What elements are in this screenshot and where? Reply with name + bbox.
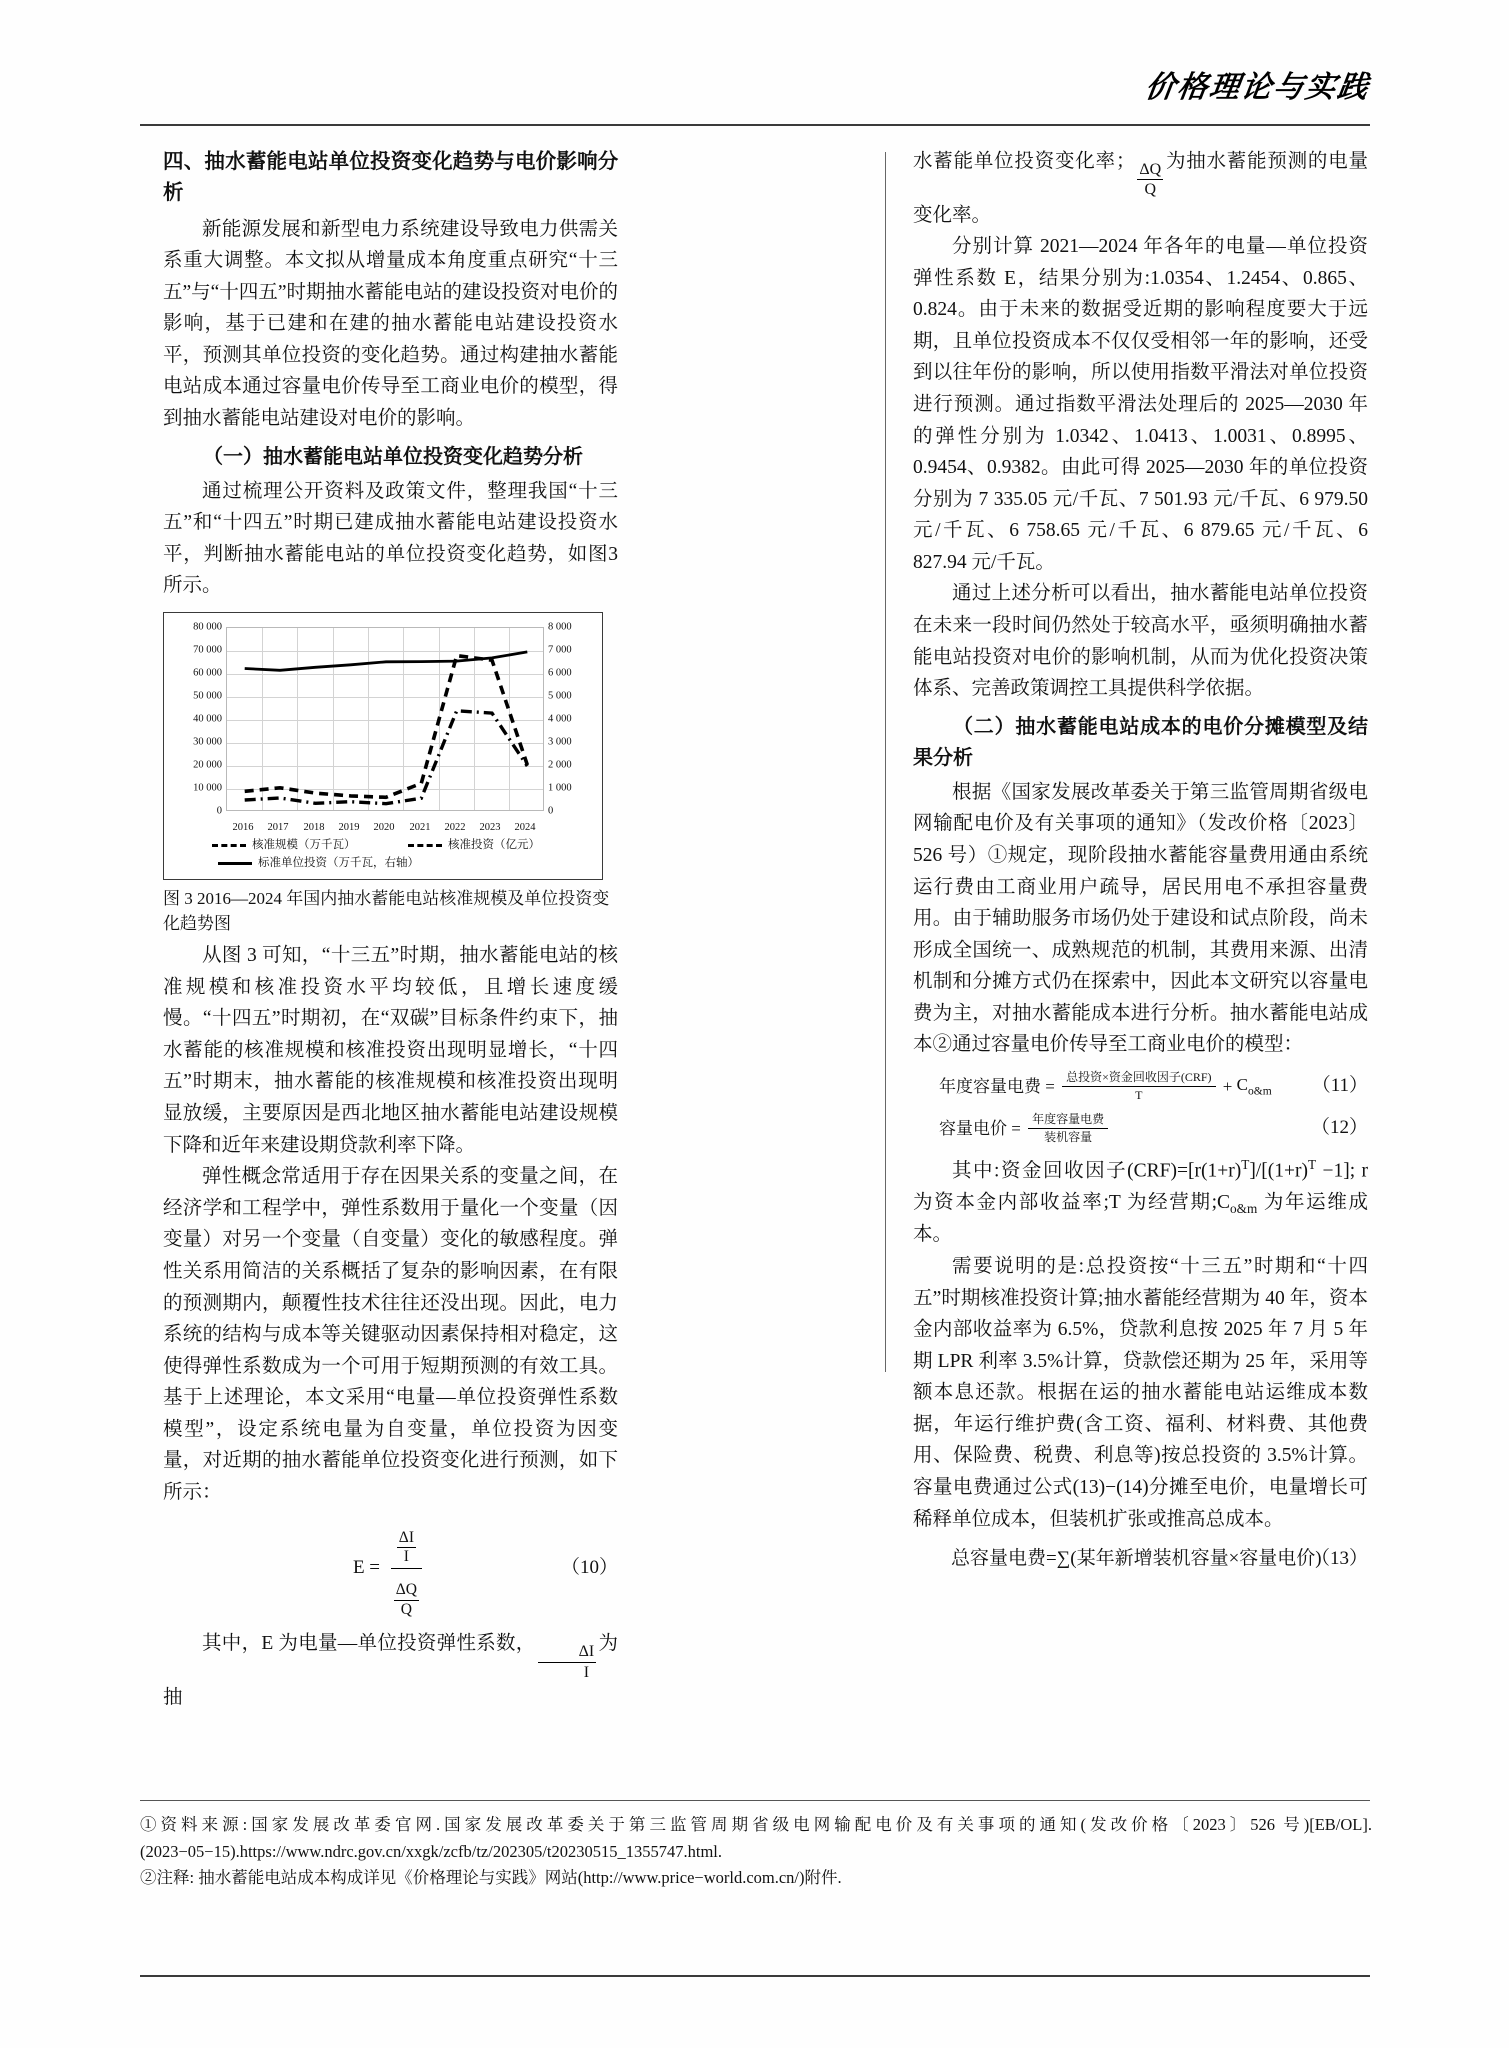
y-axis-left-tick: 80 000 bbox=[193, 621, 222, 633]
formula-13-number: （13） bbox=[1310, 1548, 1368, 1570]
series-approved-scale bbox=[245, 655, 528, 797]
x-axis-tick: 2017 bbox=[267, 821, 289, 833]
formula-12-label: 容量电价 bbox=[939, 1118, 1007, 1138]
formula-11-tail: $C_{o\&m}$ bbox=[1236, 1075, 1272, 1098]
y-axis-right-tick: 5 000 bbox=[548, 690, 572, 702]
dash-dot-line-icon bbox=[408, 844, 442, 847]
y-axis-right-tick: 4 000 bbox=[548, 713, 572, 725]
section-heading: 四、抽水蓄能电站单位投资变化趋势与电价影响分析 bbox=[163, 149, 618, 204]
y-axis-right-tick: 2 000 bbox=[548, 759, 572, 771]
sub-heading-1: （一）抽水蓄能电站单位投资变化趋势分析 bbox=[203, 443, 583, 468]
masthead bbox=[140, 62, 1370, 122]
sub-heading-2: （二）抽水蓄能电站成本的电价分摊模型及结果分析 bbox=[913, 713, 1368, 769]
right-paragraph-2: 分别计算 2021—2024 年各年的电量—单位投资弹性系数 E，结果分别为:1.0354、1.2454、0.865、0.824。由于未来的数据受近期的影响程度要大于远期，且单位投资成本不仅仅受相邻一年的影响，还受到以往年份的影响，所以使用指数平滑法对单位投资进行预测。通过指数平滑法处理后的 2025—2030 年的弹性分别为 1.0342、1.0413、1.0031、0.8995、0.9454、0.9382。由此可得 2025—2030 年的单位投资分别为 7 335.05 元/千瓦、7 501.93 元/千瓦、6 979.50 元/千瓦、6 758.65 元/千瓦、6 879.65 元/千瓦、6 827.94 元/千瓦。 bbox=[913, 236, 1368, 573]
formula-11-denominator: T bbox=[1135, 1087, 1143, 1102]
footnote-1: ①资料来源:国家发展改革委官网.国家发展改革委关于第三监管周期省级电网输配电价及有关事项的通知(发改价格〔2023〕526 号)[EB/OL].(2023−05−15).https://www.ndrc.gov.cn/xxgk/zcfb/tz/202305/t20230515_1355747.html. bbox=[140, 1815, 1372, 1861]
legend-item-approved-investment bbox=[408, 837, 540, 855]
paragraph-5 bbox=[163, 1628, 618, 1713]
chart-legend bbox=[212, 837, 598, 873]
y-axis-right-tick: 3 000 bbox=[548, 736, 572, 748]
legend-item-approved-scale bbox=[212, 837, 408, 855]
right-paragraph-6: 需要说明的是:总投资按“十三五”时期和“十四五”时期核准投资计算;抽水蓄能经营期为 40 年，资本金内部收益率为 6.5%，贷款利息按 2025 年 7 月 5 年期 LPR 利率 3.5%计算，贷款偿还期为 25 年，采用等额本息还款。根据在运的抽水蓄能电站运维成本数据，年运行维护费(含工资、福利、材料费、其他费用、保险费、税费、利息等)按总投资的 3.5%计算。容量电费通过公式(13)−(14)分摊至电价，电量增长可稀释单位成本，但装机扩张或推高总成本。 bbox=[913, 1256, 1368, 1530]
x-axis-tick: 2016 bbox=[232, 821, 254, 833]
formula-12-denominator: 装机容量 bbox=[1044, 1129, 1093, 1144]
footnotes bbox=[140, 1812, 1372, 1892]
formula-12-numerator: 年度容量电费 bbox=[1028, 1112, 1108, 1129]
figure-caption: 图 3 2016—2024 年国内抽水蓄能电站核准规模及单位投资变化趋势图 bbox=[163, 888, 610, 933]
left-column bbox=[163, 146, 618, 1713]
formula-11: 年度容量电费 = $\frac{\text{总投资×资金回收因子(CRF)}}{T}$ + $C_{o\&m}$ （11） bbox=[939, 1069, 1368, 1102]
right-paragraph-1-suffix: 为抽水蓄能预测的电量变化率。 bbox=[913, 151, 1368, 226]
formula-11-number: （11） bbox=[1311, 1075, 1368, 1097]
series-unit-investment bbox=[245, 652, 528, 670]
legend-label: 标准单位投资（万千瓦，右轴） bbox=[258, 856, 419, 869]
formula-11-numerator: 总投资×资金回收因子(CRF) bbox=[1062, 1070, 1215, 1087]
y-axis-left-tick: 0 bbox=[216, 805, 222, 817]
y-axis-right-tick: 7 000 bbox=[548, 644, 572, 656]
formula-11-label: 年度容量电费 bbox=[939, 1076, 1041, 1096]
delta-i-over-i: $\frac{\Delta I}{I}$ bbox=[538, 1642, 597, 1681]
series-approved-investment bbox=[245, 711, 528, 804]
paragraph-4: 弹性概念常适用于存在因果关系的变量之间，在经济学和工程学中，弹性系数用于量化一个变量（因变量）对另一个变量（自变量）变化的敏感程度。弹性关系用简洁的关系概括了复杂的影响因素，在有限的预测期内，颠覆性技术往往还没出现。因此，电力系统的结构与成本等关键驱动因素保持相对稳定，这使得弹性系数成为一个可用于短期预测的有效工具。基于上述理论，本文采用“电量—单位投资弹性系数模型”，设定系统电量为自变量，单位投资为因变量，对近期的抽水蓄能单位投资变化进行预测，如下所示： bbox=[163, 1166, 618, 1503]
y-axis-left-tick: 70 000 bbox=[193, 644, 222, 656]
y-axis-left-tick: 20 000 bbox=[193, 759, 222, 771]
header-rule bbox=[140, 124, 1370, 126]
formula-13 bbox=[913, 1544, 1368, 1575]
column-divider bbox=[885, 152, 886, 1372]
paragraph-5-prefix: 其中，E 为电量—单位投资弹性系数， bbox=[202, 1633, 536, 1655]
x-axis-tick: 2022 bbox=[444, 821, 466, 833]
y-axis-left-tick: 30 000 bbox=[193, 736, 222, 748]
plot-area bbox=[226, 627, 544, 811]
y-axis-right-tick: 0 bbox=[548, 805, 554, 817]
x-axis-tick: 2024 bbox=[514, 821, 536, 833]
right-paragraph-5: 其中:资金回收因子$(CRF)=[r(1+r)^T]/[(1+r)^T -1]$; r 为资本金内部收益率;T 为经营期$;C_{o\&m}$ 为年运维成本。 bbox=[913, 1156, 1369, 1246]
y-axis-left-tick: 40 000 bbox=[193, 713, 222, 725]
formula-10-number: （10） bbox=[560, 1557, 618, 1579]
journal-title: 价格理论与实践 bbox=[1143, 71, 1372, 104]
formula-11-fraction bbox=[1062, 1070, 1215, 1103]
footnote-2: ②注释: 抽水蓄能电站成本构成详见《价格理论与实践》网站(http://www.price−world.com.cn/)附件. bbox=[140, 1868, 842, 1888]
y-axis-left-tick: 10 000 bbox=[193, 782, 222, 794]
y-axis-left-tick: 60 000 bbox=[193, 667, 222, 679]
footer-rule bbox=[140, 1975, 1370, 1977]
paragraph-1: 新能源发展和新型电力系统建设导致电力供需关系重大调整。本文拟从增量成本角度重点研究“十三五”与“十四五”时期抽水蓄能电站的建设投资对电价的影响，基于已建和在建的抽水蓄能电站建设投资水平，预测其单位投资的变化趋势。通过构建抽水蓄能电站成本通过容量电价传导至工商业电价的模型，得到抽水蓄能电站建设对电价的影响。 bbox=[163, 218, 618, 429]
formula-12: 容量电价 = $\frac{\text{年度容量电费}}{\text{装机容量}}$ （12） bbox=[939, 1111, 1368, 1144]
right-paragraph-4: 根据《国家发展改革委关于第三监管周期省级电网输配电价及有关事项的通知》（发改价格〔2023〕526 号）①规定，现阶段抽水蓄能容量费用通由系统运行费由工商业用户疏导，居民用电不承担容量费用。由于辅助服务市场仍处于建设和试点阶段，尚未形成全国统一、成熟规范的机制，其费用来源、出清机制和分摊方式仍在探索中，因此本文研究以容量电费为主，对抽水蓄能成本进行分析。抽水蓄能电站成本②通过容量电价传导至工商业电价的模型： bbox=[913, 781, 1368, 1056]
x-axis-tick: 2019 bbox=[338, 821, 360, 833]
y-axis-right-tick: 6 000 bbox=[548, 667, 572, 679]
legend-label: 核准规模（万千瓦） bbox=[252, 838, 356, 851]
formula-12-fraction bbox=[1028, 1112, 1108, 1145]
legend-item-unit-investment bbox=[218, 855, 419, 873]
solid-line-icon bbox=[218, 862, 252, 865]
formula-10-fraction: $\frac{\frac{\Delta I}{I}}{\frac{\Delta Q}{Q}}$ bbox=[388, 1518, 425, 1620]
legend-label: 核准投资（亿元） bbox=[448, 838, 540, 851]
delta-q-over-q: $\frac{\Delta Q}{Q}$ bbox=[1139, 161, 1162, 199]
figure-3 bbox=[163, 612, 618, 936]
right-paragraph-1-prefix: 水蓄能单位投资变化率； bbox=[913, 151, 1136, 172]
x-axis-tick: 2018 bbox=[303, 821, 325, 833]
x-axis-tick: 2020 bbox=[373, 821, 395, 833]
right-column bbox=[913, 146, 1368, 1584]
formula-13-text: 总容量电费=∑(某年新增装机容量×容量电价) bbox=[951, 1548, 1322, 1570]
chart-container bbox=[163, 612, 603, 880]
chart-series-svg bbox=[227, 628, 545, 812]
paragraph-2: 通过梳理公开资料及政策文件，整理我国“十三五”和“十四五”时期已建成抽水蓄能电站建设投资水平，判断抽水蓄能电站的单位投资变化趋势，如图3所示。 bbox=[163, 480, 618, 597]
formula-10: E = $\frac{\frac{\Delta I}{I}}{\frac{\Delta Q}{Q}}$ （10） bbox=[163, 1518, 618, 1620]
y-axis-right-tick: 8 000 bbox=[548, 621, 572, 633]
paragraph-5-suffix: 为抽 bbox=[163, 1633, 618, 1708]
right-paragraph-1 bbox=[913, 146, 1368, 231]
paragraph-3: 从图 3 可知，“十三五”时期，抽水蓄能电站的核准规模和核准投资水平均较低，且增长速度缓慢。“十四五”时期初，在“双碳”目标条件约束下，抽水蓄能的核准规模和核准投资出现明显增长，“十四五”时期末，抽水蓄能的核准规模和核准投资出现明显放缓，主要原因是西北地区抽水蓄能电站建设规模下降和近年来建设期贷款利率下降。 bbox=[163, 945, 618, 1156]
formula-12-number: （12） bbox=[1310, 1117, 1368, 1139]
footnote-divider bbox=[140, 1800, 1370, 1801]
right-paragraph-3: 通过上述分析可以看出，抽水蓄能电站单位投资在未来一段时间仍然处于较高水平，亟须明确抽水蓄能电站投资对电价的影响机制，从而为优化投资决策体系、完善政策调控工具提供科学依据。 bbox=[913, 583, 1368, 700]
x-axis-tick: 2023 bbox=[479, 821, 501, 833]
x-axis-tick: 2021 bbox=[409, 821, 431, 833]
y-axis-right-tick: 1 000 bbox=[548, 782, 572, 794]
dashed-line-icon bbox=[212, 844, 246, 847]
y-axis-left-tick: 50 000 bbox=[193, 690, 222, 702]
